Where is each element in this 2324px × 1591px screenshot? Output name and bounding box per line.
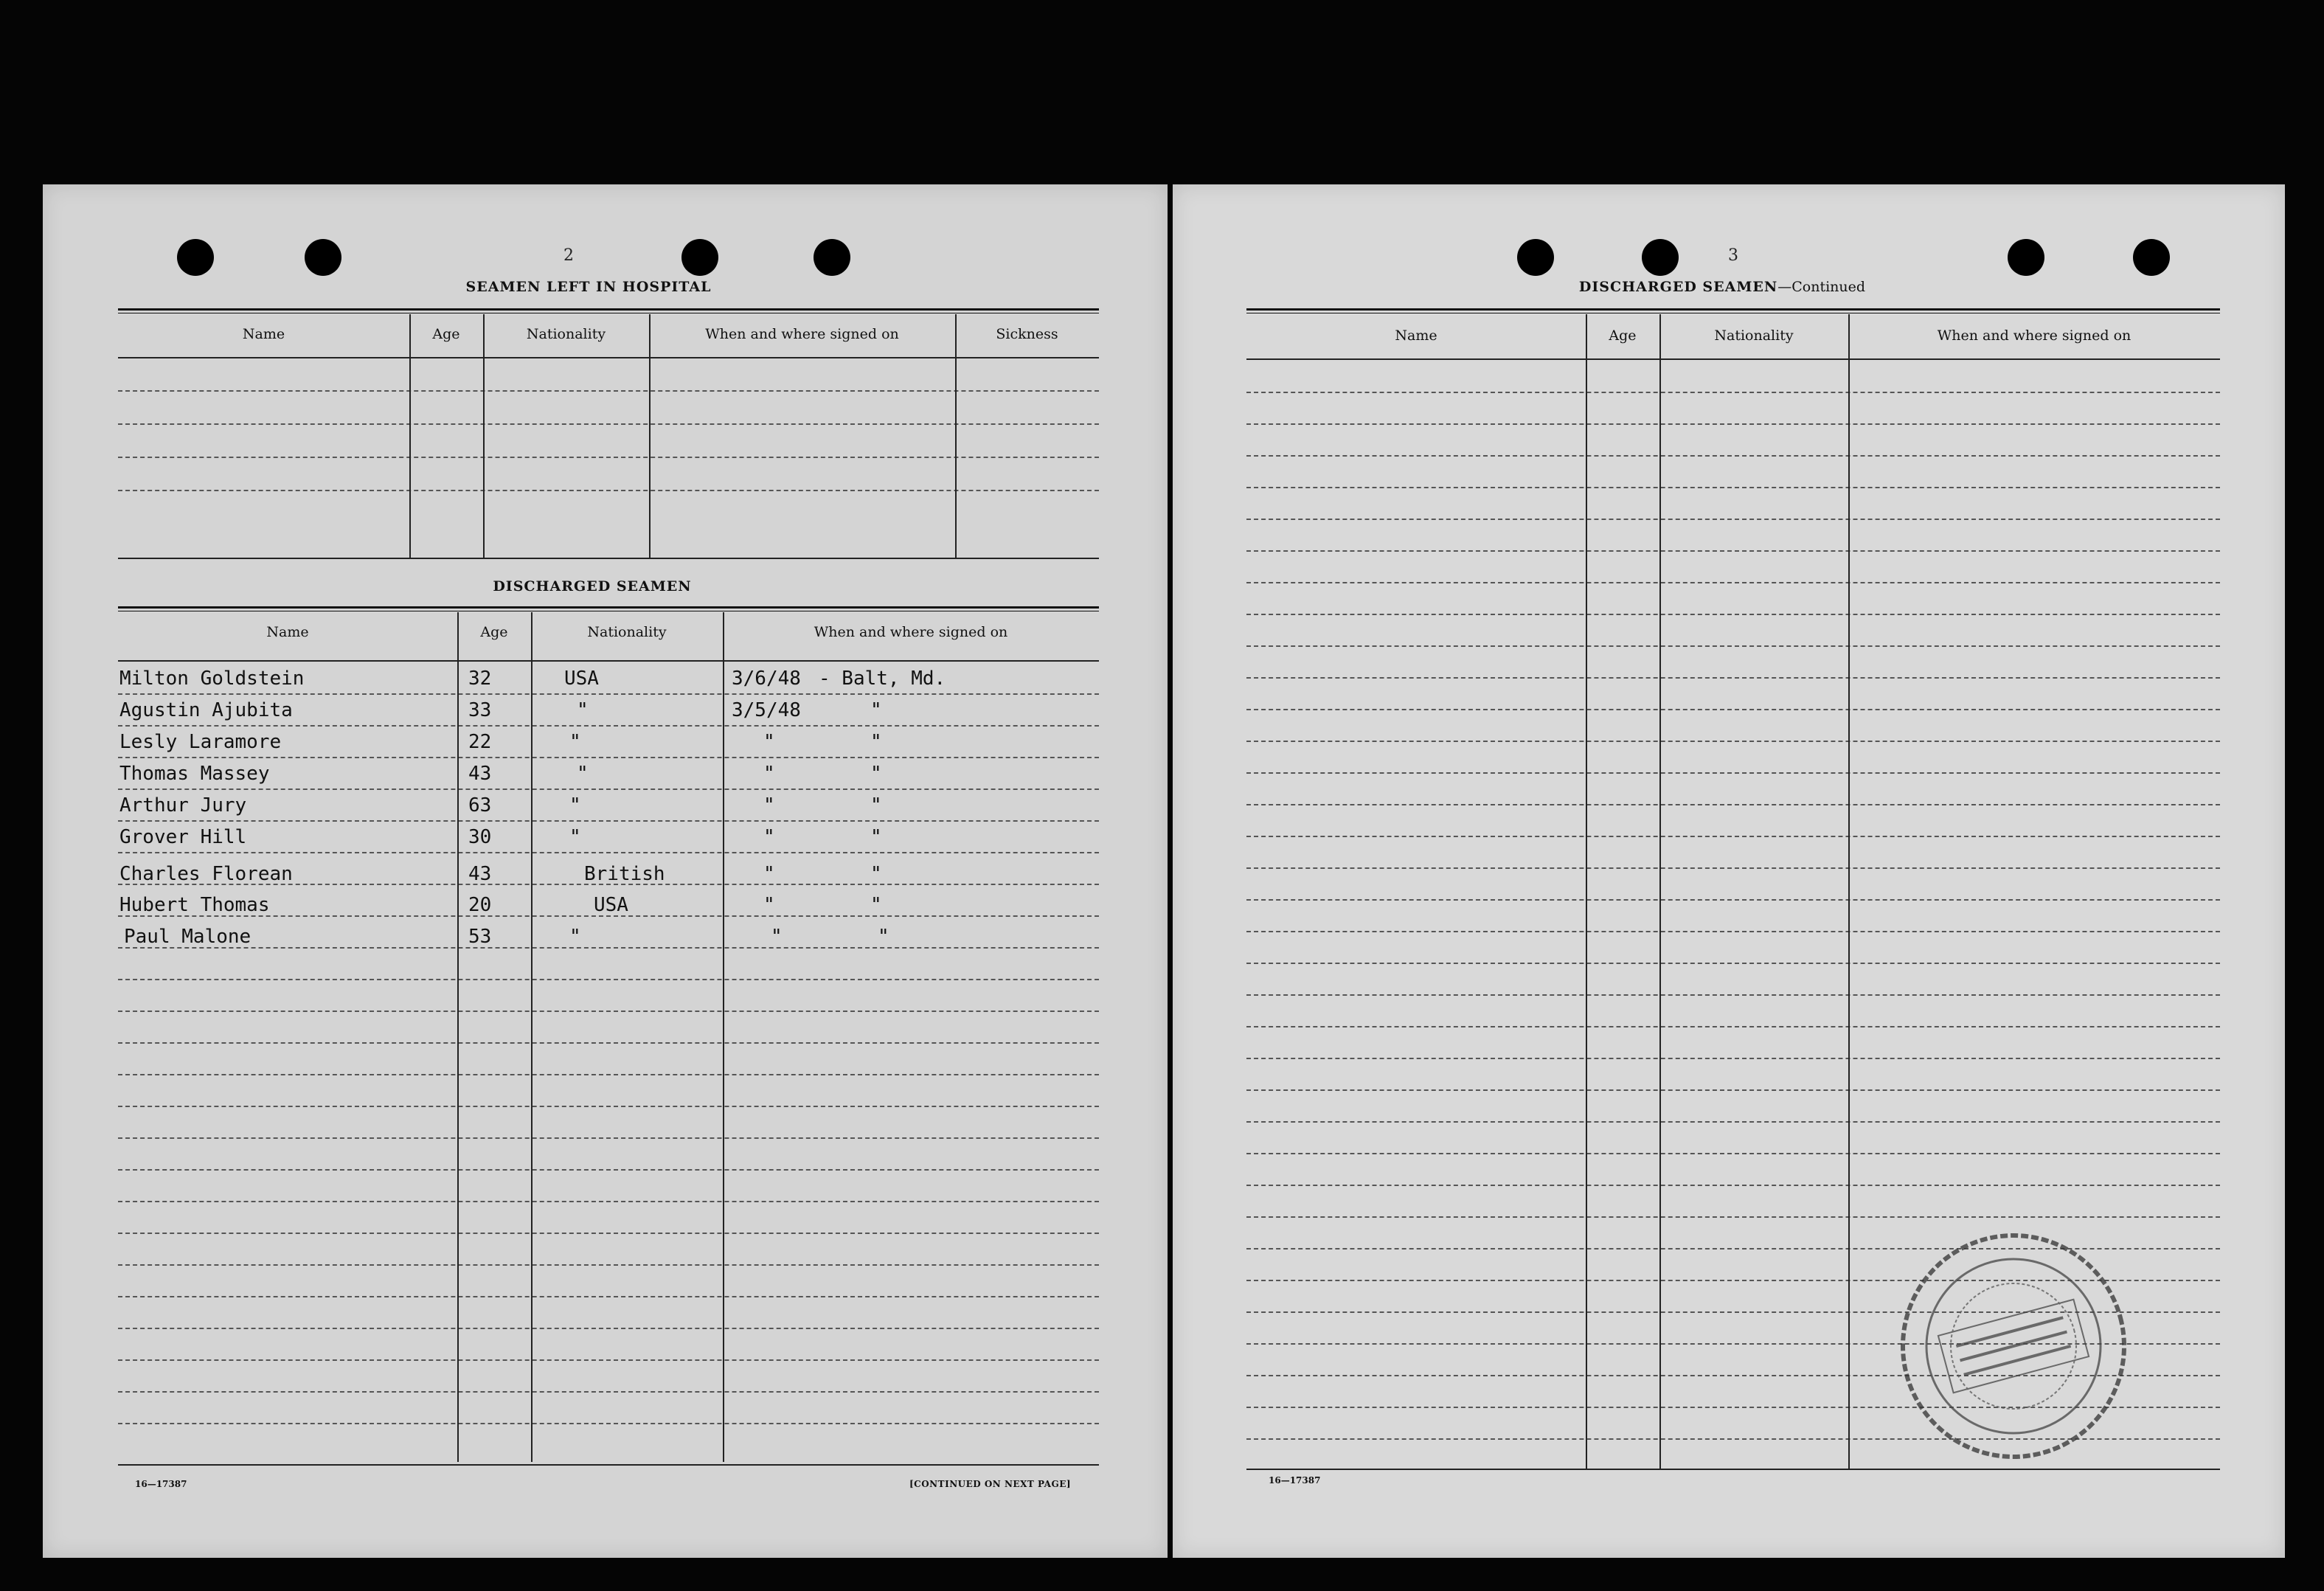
table-row (1246, 423, 2220, 457)
seaman-nationality: British (584, 863, 665, 885)
table-row (118, 458, 1099, 491)
seaman-age: 43 (468, 763, 492, 785)
hospital-col-divider (409, 314, 411, 558)
hospital-col-divider (649, 314, 651, 558)
punch-hole (2133, 239, 2170, 276)
table-row (1246, 836, 2220, 869)
table-row (118, 820, 1099, 853)
signed-on-place: " (870, 731, 882, 753)
hospital-col-signed-on: When and where signed on (705, 326, 899, 342)
signed-on-place: - Balt, Md. (819, 668, 946, 690)
table-row (118, 1423, 1099, 1455)
table-row (118, 392, 1099, 425)
signed-on-date: 3/5/48 (732, 699, 801, 721)
table-row (1246, 614, 2220, 647)
table-row (1246, 804, 2220, 837)
hospital-rows (118, 358, 1099, 521)
seaman-name: Paul Malone (124, 926, 252, 948)
punch-hole (814, 239, 850, 276)
seaman-name: Lesly Laramore (119, 731, 282, 753)
table-row (118, 884, 1099, 917)
table-row (118, 1296, 1099, 1329)
table-row (1246, 741, 2220, 774)
right-col-divider (1659, 314, 1661, 1469)
signed-on-date: " (763, 863, 775, 885)
seaman-age: 32 (468, 668, 492, 690)
signed-on-date: " (763, 763, 775, 785)
table-row (1246, 519, 2220, 552)
signed-on-date: " (763, 731, 775, 753)
discharged-rows (118, 662, 1099, 1462)
punch-hole (2008, 239, 2044, 276)
hospital-bottom-rule (118, 558, 1099, 559)
table-row (1246, 931, 2220, 964)
table-row (1246, 582, 2220, 615)
signed-on-place: " (870, 894, 882, 916)
discharged-col-divider (457, 612, 459, 1462)
table-row (1246, 867, 2220, 901)
form-number: 16—17387 (1269, 1475, 1321, 1486)
discharged-col-age: Age (480, 624, 508, 640)
table-row (118, 979, 1099, 1012)
page-number: 3 (1728, 246, 1738, 265)
table-row (118, 1137, 1099, 1171)
discharged-col-nationality: Nationality (587, 624, 667, 640)
discharged-section-title: DISCHARGED SEAMEN (493, 578, 692, 595)
table-row (1246, 550, 2220, 583)
seaman-age: 30 (468, 826, 492, 848)
table-row (1246, 772, 2220, 805)
discharged-top-rule (118, 606, 1099, 611)
table-row (1246, 455, 2220, 488)
table-row (1246, 963, 2220, 996)
hospital-col-nationality: Nationality (526, 326, 606, 342)
table-row (1246, 1058, 2220, 1091)
seaman-nationality: USA (594, 894, 628, 916)
signed-on-date: 3/6/48 (732, 668, 801, 690)
table-row (1246, 645, 2220, 679)
seaman-nationality: USA (564, 668, 599, 690)
hospital-top-rule (118, 308, 1099, 313)
right-col-age: Age (1609, 327, 1637, 344)
table-row (118, 1201, 1099, 1234)
right-col-nationality: Nationality (1714, 327, 1794, 344)
discharged-col-divider (531, 612, 533, 1462)
table-row (1246, 1185, 2220, 1218)
left-page (43, 184, 1168, 1558)
punch-hole (1517, 239, 1554, 276)
table-row (1246, 487, 2220, 520)
table-row (118, 1011, 1099, 1044)
table-row (118, 1391, 1099, 1424)
signed-on-date: " (763, 794, 775, 817)
table-row (1246, 994, 2220, 1027)
seaman-name: Charles Florean (119, 863, 293, 885)
seaman-nationality: " (569, 926, 581, 948)
right-bottom-rule (1246, 1469, 2220, 1470)
table-row (118, 788, 1099, 822)
hospital-col-name: Name (242, 326, 285, 342)
seaman-age: 33 (468, 699, 492, 721)
hospital-col-divider (955, 314, 957, 558)
hospital-col-divider (483, 314, 485, 558)
table-row (118, 852, 1099, 885)
table-row (118, 693, 1099, 727)
table-row (118, 757, 1099, 790)
received-stamp (1892, 1228, 2135, 1464)
seaman-nationality: " (577, 763, 589, 785)
signed-on-place: " (870, 794, 882, 817)
discharged-continued-title (1512, 279, 1932, 295)
table-row (1246, 899, 2220, 932)
hospital-col-sickness: Sickness (996, 326, 1058, 342)
seaman-nationality: " (569, 826, 581, 848)
table-row (118, 1233, 1099, 1266)
right-col-name: Name (1395, 327, 1437, 344)
signed-on-place: " (870, 763, 882, 785)
seaman-age: 22 (468, 731, 492, 753)
right-col-divider (1848, 314, 1850, 1469)
page-number: 2 (563, 246, 574, 265)
table-row (1246, 392, 2220, 425)
seaman-age: 20 (468, 894, 492, 916)
signed-on-place: " (878, 926, 889, 948)
table-row (118, 1264, 1099, 1297)
seaman-name: Thomas Massey (119, 763, 270, 785)
table-row (1246, 1121, 2220, 1154)
seaman-name: Agustin Ajubita (119, 699, 293, 721)
title-suffix: —Continued (1777, 279, 1866, 295)
punch-hole (305, 239, 341, 276)
table-row (118, 915, 1099, 949)
table-row (118, 1074, 1099, 1107)
discharged-bottom-rule (118, 1464, 1099, 1466)
title-text: DISCHARGED SEAMEN (1578, 279, 1778, 295)
table-row (118, 358, 1099, 392)
signed-on-place: " (870, 699, 882, 721)
seaman-nationality: " (569, 794, 581, 817)
table-row (1246, 1153, 2220, 1186)
table-row (118, 1169, 1099, 1202)
seaman-nationality: " (577, 699, 589, 721)
seaman-name: Arthur Jury (119, 794, 247, 817)
table-row (118, 725, 1099, 758)
right-col-signed-on: When and where signed on (1937, 327, 2132, 344)
seaman-name: Grover Hill (119, 826, 247, 848)
table-row (1246, 1089, 2220, 1123)
hospital-section-title: SEAMEN LEFT IN HOSPITAL (465, 279, 712, 295)
signed-on-date: " (771, 926, 783, 948)
table-row (1246, 1026, 2220, 1059)
seaman-name: Hubert Thomas (119, 894, 270, 916)
signed-on-place: " (870, 863, 882, 885)
seaman-name: Milton Goldstein (119, 668, 305, 690)
form-number: 16—17387 (135, 1479, 187, 1489)
signed-on-date: " (763, 826, 775, 848)
seaman-age: 53 (468, 926, 492, 948)
continued-note: [CONTINUED ON NEXT PAGE] (909, 1479, 1072, 1489)
punch-hole (1642, 239, 1679, 276)
table-row (118, 491, 1099, 523)
seaman-age: 43 (468, 863, 492, 885)
right-col-divider (1586, 314, 1587, 1469)
table-row (1246, 677, 2220, 710)
discharged-col-signed-on: When and where signed on (814, 624, 1008, 640)
table-row (118, 1359, 1099, 1393)
table-row (1246, 709, 2220, 742)
signed-on-place: " (870, 826, 882, 848)
right-top-rule (1246, 308, 2220, 313)
discharged-col-name: Name (266, 624, 309, 640)
table-row (118, 662, 1099, 695)
table-row (1246, 360, 2220, 393)
signed-on-date: " (763, 894, 775, 916)
punch-hole (177, 239, 214, 276)
table-row (118, 947, 1099, 980)
table-row (118, 1042, 1099, 1075)
seaman-nationality: " (569, 731, 581, 753)
table-row (118, 425, 1099, 458)
discharged-col-divider (723, 612, 724, 1462)
table-row (118, 1328, 1099, 1361)
table-row (118, 1106, 1099, 1139)
seaman-age: 63 (468, 794, 492, 817)
punch-hole (681, 239, 718, 276)
hospital-col-age: Age (432, 326, 460, 342)
